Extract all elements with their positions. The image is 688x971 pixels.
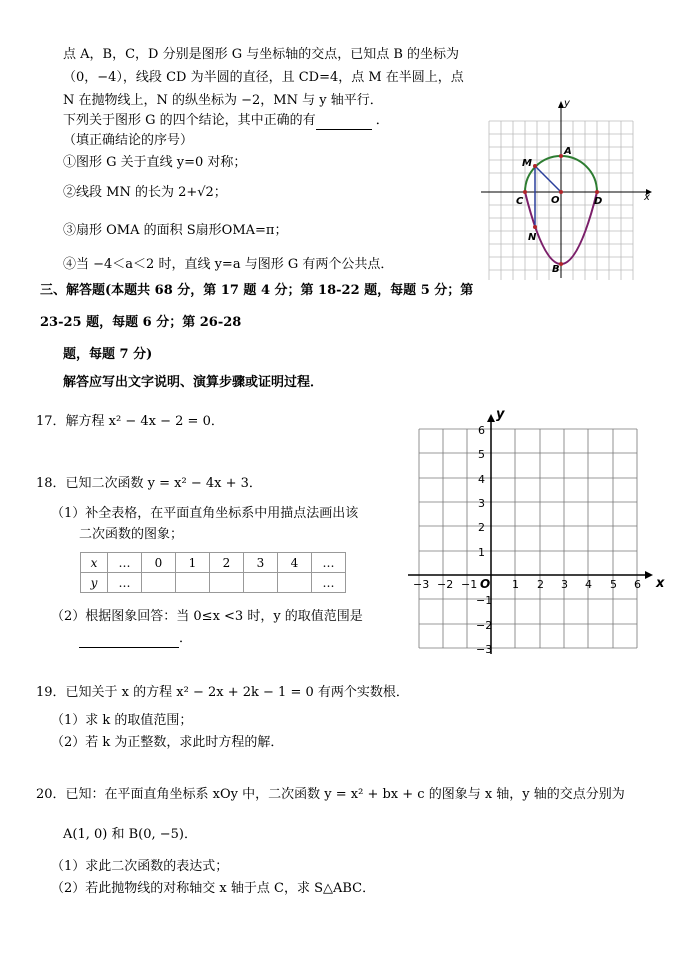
q20-part1: （1）求此二次函数的表达式； [51,859,229,874]
coordinate-grid [400,404,670,660]
table-cell: y [81,573,108,593]
y-axis-label: y [496,407,505,422]
figure-g-x-label: x [644,192,650,203]
q16-conclusion-2: ②线段 MN 的长为 2+√2； [63,185,227,200]
x-tick-label: 6 [634,578,641,591]
y-tick-labels [476,424,492,656]
table-cell: 4 [278,553,312,573]
q18-part2-blank-line [79,630,192,648]
x-tick-label: 4 [585,578,592,591]
table-cell-blank[interactable] [142,573,176,593]
x-tick-labels [413,578,641,591]
x-tick-label: 1 [512,578,519,591]
figure-g [478,96,658,280]
x-tick-label: 2 [537,578,544,591]
x-axis-arrow [645,571,653,579]
x-tick-label: −2 [437,578,454,591]
y-tick-label: 1 [478,546,485,559]
q16-conclusion-4: ④当 −4＜a＜2 时，直线 y=a 与图形 G 有两个公共点． [63,257,394,272]
q20-part2: （2）若此抛物线的对称轴交 x 轴于点 C，求 S△ABC． [51,881,376,896]
x-tick-label: 5 [610,578,617,591]
value-table [80,552,346,593]
point-d-label: D [594,196,603,207]
q18-part1-a: （1）补全表格，在平面直角坐标系中用描点法画出该 [51,506,359,521]
q18-part1-b: 二次函数的图象； [79,527,184,542]
q16-conclusion-3: ③扇形 OMA 的面积 S扇形OMA=π； [63,223,288,238]
origin-label: O [480,577,491,591]
table-row-x [81,553,346,573]
section3-instruction: 解答应写出文字说明、演算步骤或证明过程． [63,375,324,390]
section3-title-b: 23-25 题，每题 6 分；第 26-28 [40,315,242,330]
x-tick-label: −3 [413,578,430,591]
point-a-label: A [564,146,572,157]
grid-lines [419,429,637,648]
table-cell: … [312,553,346,573]
table-cell: … [312,573,346,593]
table-cell-blank[interactable] [278,573,312,593]
point-n-label: N [528,232,537,243]
table-cell-blank[interactable] [244,573,278,593]
table-cell: 2 [210,553,244,573]
table-cell: … [108,553,142,573]
q17-text: 17．解方程 x² − 4x − 2 = 0． [36,414,224,429]
q16-question: 下列关于图形 G 的四个结论，其中正确的有 [63,113,316,128]
x-tick-label: −1 [461,578,478,591]
q20-stem: 20．已知：在平面直角坐标系 xOy 中，二次函数 y = x² + bx + c 的图象与 x 轴，y 轴的交点分别为 [36,787,625,802]
q16-line-5: （填正确结论的序号） [63,133,194,148]
answer-blank [316,115,372,130]
q16-line-3: N 在抛物线上，N 的纵坐标为 −2，MN 与 y 轴平行． [63,93,383,108]
x-tick-label: 3 [561,578,568,591]
point-b-label: B [552,264,560,275]
table-row-y [81,573,346,593]
table-cell: x [81,553,108,573]
segment-om [535,166,561,192]
answer-blank [79,633,179,648]
q20-points: A(1, 0) 和 B(0, −5)． [63,827,197,842]
table-cell-blank[interactable] [176,573,210,593]
q19-stem: 19．已知关于 x 的方程 x² − 2x + 2k − 1 = 0 有两个实数根． [36,685,409,700]
y-tick-label: 4 [478,473,485,486]
y-tick-label: −1 [476,594,493,607]
point-c-label: C [516,196,524,207]
y-tick-label: 5 [478,448,485,461]
y-tick-label: 3 [478,497,485,510]
y-tick-label: −2 [476,619,493,632]
table-cell-blank[interactable] [210,573,244,593]
section3-title-c: 题，每题 7 分) [63,347,153,362]
q16-line-1: 点 A，B，C，D 分别是图形 G 与坐标轴的交点，已知点 B 的坐标为 [63,47,460,62]
q19-part2: （2）若 k 为正整数，求此时方程的解． [51,735,284,750]
q16-conclusion-1: ①图形 G 关于直线 y=0 对称； [63,155,247,170]
q19-part1: （1）求 k 的取值范围； [51,713,193,728]
point-m-label: M [522,158,532,169]
table-cell: 3 [244,553,278,573]
q16-line-4 [63,112,389,130]
q16-line-2: （0，−4），线段 CD 为半圆的直径，且 CD=4，点 M 在半圆上，点 [63,70,464,85]
x-axis-label: x [656,576,665,591]
q16-period: ． [375,113,389,128]
section3-title-a: 三、解答题(本题共 68 分，第 17 题 4 分；第 18-22 题，每题 5 分；第 [40,283,474,298]
y-tick-label: −3 [476,643,493,656]
q18-stem: 18．已知二次函数 y = x² − 4x + 3． [36,476,262,491]
q18-period: ． [179,631,193,646]
origin-label: O [551,195,560,206]
table-cell: 0 [142,553,176,573]
table-cell: … [108,573,142,593]
figure-g-y-label: y [564,98,570,109]
q18-part2: （2）根据图象回答：当 0≤x <3 时，y 的取值范围是 [51,609,363,624]
y-axis-arrow [487,414,495,422]
y-tick-label: 2 [478,521,485,534]
y-tick-label: 6 [478,424,485,437]
table-cell: 1 [176,553,210,573]
